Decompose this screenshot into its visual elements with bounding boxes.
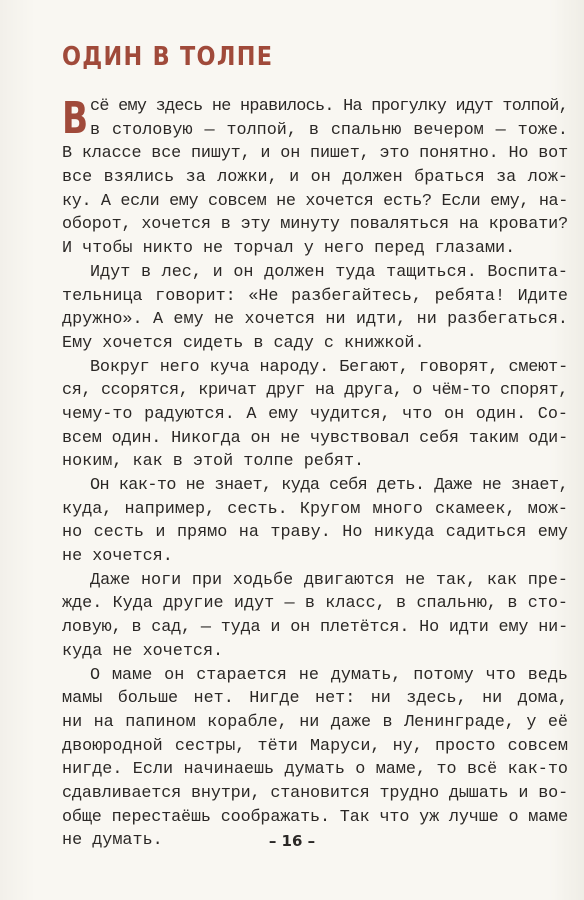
paragraph xyxy=(62,474,568,569)
paragraph xyxy=(62,95,568,261)
text-line: нигде. Если начинаешь думать о маме, то всё как-то xyxy=(62,760,568,780)
text-line: Ему хочется сидеть в саду с книжкой. xyxy=(62,333,425,353)
text-line: но сесть и прямо на траву. Но никуда садиться ему xyxy=(62,523,568,543)
text-line: ноким, как в этой толпе ребят. xyxy=(62,452,365,472)
text-line: жде. Куда другие идут — в класс, в спальню, в сто- xyxy=(62,594,568,614)
text-line: куда, например, сесть. Кругом много скамеек, мож- xyxy=(62,499,568,519)
paragraph xyxy=(62,569,568,664)
text-line: обще перестаёшь соображать. Так что уж лучше о маме xyxy=(62,807,568,827)
text-line: куда не хочется. xyxy=(62,641,224,661)
paragraph xyxy=(62,356,568,474)
text-line: В классе все пишут, и он пишет, это понятно. Но вот xyxy=(62,144,568,164)
text-line: не хочется. xyxy=(62,547,173,567)
text-line: оборот, хочется в эту минуту поваляться на кровати? xyxy=(62,215,568,235)
text-line: ни на папином корабле, ни даже в Ленинграде, у её xyxy=(62,712,568,732)
text-line: не думать. xyxy=(62,831,163,851)
text-line: все взялись за ложки, и он должен браться за лож- xyxy=(62,168,568,188)
text-line: сё ему здесь не нравилось. На прогулку идут толпой, xyxy=(90,97,568,116)
text-line: ся, ссорятся, кричат друг на друга, о чём-то спорят, xyxy=(62,381,568,401)
text-line: чему-то радуются. А ему чудится, что он один. Со- xyxy=(62,404,568,424)
text-line: двоюродной сестры, тёти Маруси, ну, просто совсем xyxy=(62,736,568,756)
text-line: в столовую — толпой, в спальню вечером — тоже. xyxy=(90,120,568,140)
text-line: ловую, в сад, — туда и он плетётся. Но идти ему ни- xyxy=(62,618,568,638)
text-line: Вокруг него куча народу. Бегают, говорят, смеют- xyxy=(90,357,568,377)
page-number: – 16 – xyxy=(268,832,316,850)
text-line: сдавливается внутри, становится трудно дышать и во- xyxy=(62,783,568,803)
text-line: ку. А если ему совсем не хочется есть? Если ему, на- xyxy=(62,191,568,211)
body-text xyxy=(62,95,568,853)
text-line: всем один. Никогда он не чувствовал себя таким оди- xyxy=(62,428,568,448)
text-line: Идут в лес, и он должен туда тащиться. Воспита- xyxy=(90,262,568,282)
chapter-title: ОДИН В ТОЛПЕ xyxy=(62,42,274,72)
text-line: дружно». А ему не хочется ни идти, ни разбегаться. xyxy=(62,310,568,330)
text-line: тельница говорит: «Не разбегайтесь, ребята! Идите xyxy=(62,286,568,306)
text-line: И чтобы никто не торчал у него перед глазами. xyxy=(62,239,516,259)
text-line: Он как-то не знает, куда себя деть. Даже не знает, xyxy=(90,476,568,495)
paragraph xyxy=(62,664,568,854)
text-line: мамы больше нет. Нигде нет: ни здесь, ни дома, xyxy=(62,689,568,709)
drop-cap-letter: В xyxy=(62,93,89,144)
text-line: Даже ноги при ходьбе двигаются не так, как пре- xyxy=(90,570,568,590)
text-line: О маме он старается не думать, потому что ведь xyxy=(90,665,568,685)
paragraph xyxy=(62,261,568,356)
